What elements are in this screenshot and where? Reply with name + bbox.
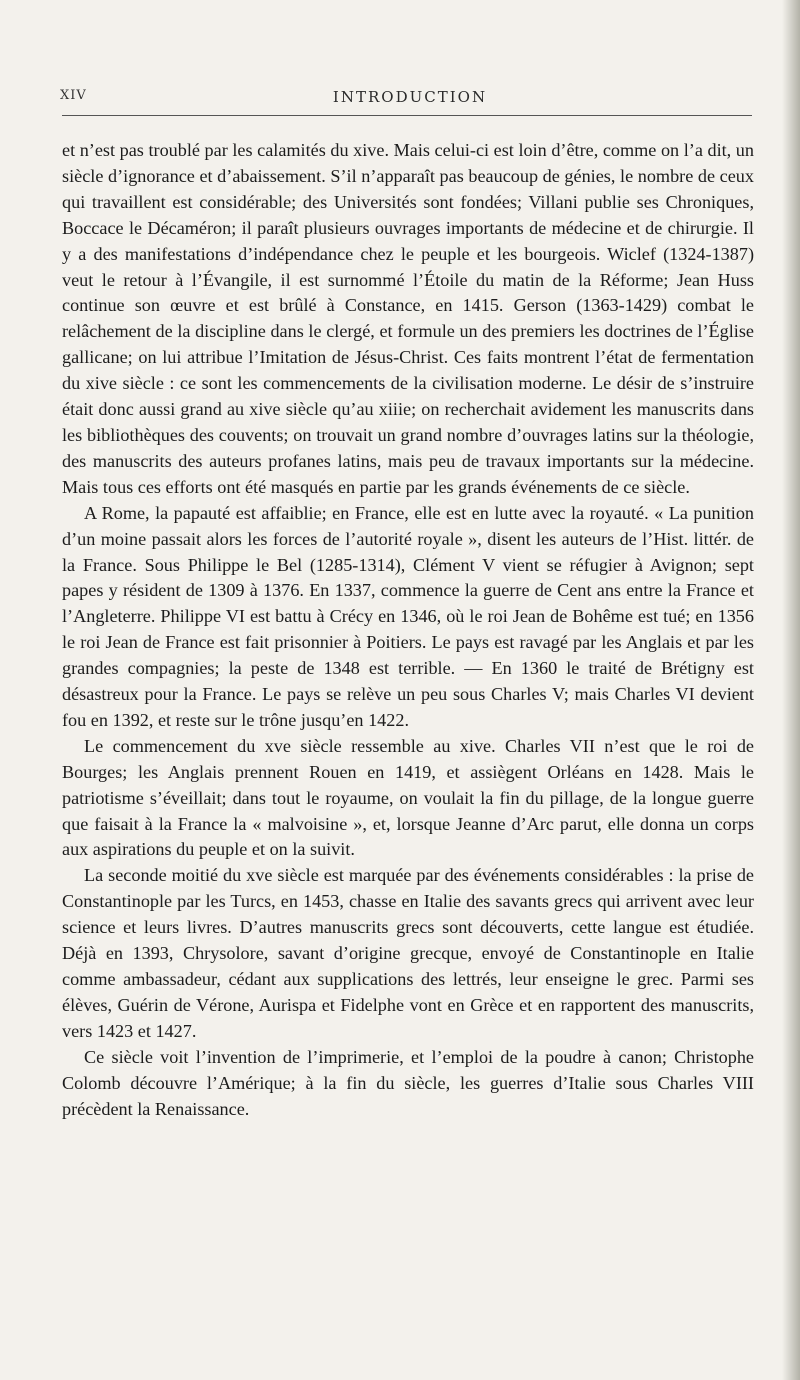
- paragraph-1: et n’est pas troublé par les calamités du xive. Mais celui-ci est loin d’être, comme on l’a dit, un siècle d’ignorance et d’abaissement. S’il n’apparaît pas beaucoup de génies, le nombre de ceux qui travaillent est considérable; des Universités sont fondées; Villani publie ses Chroniques, Boccace le Décaméron; il paraît plusieurs ouvrages importants de médecine et de chirurgie. Il y a des manifestations d’indépendance chez le peuple et les bourgeois. Wiclef (1324-1387) veut le retour à l’Évangile, il est surnommé l’Étoile du matin de la Réforme; Jean Huss continue son œuvre et est brûlé à Constance, en 1415. Gerson (1363-1429) combat le relâchement de la discipline dans le clergé, et formule un des premiers les doctrines de l’Église gallicane; on lui attribue l’Imitation de Jésus-Christ. Ces faits montrent l’état de fermentation du xive siècle : ce sont les commencements de la civilisation moderne. Le désir de s’instruire était donc aussi grand au xive siècle qu’au xiiie; on recherchait avidement les manuscrits dans les bibliothèques des couvents; on trouvait un grand nombre d’ouvrages latins sur la théologie, des manuscrits des auteurs profanes latins, mais peu de travaux importants sur la médecine. Mais tous ces efforts ont été masqués en partie par les grands événements de ce siècle.: [62, 140, 754, 497]
- page-number: XIV: [60, 88, 87, 103]
- header-rule: [62, 115, 752, 116]
- page-edge-shadow: [782, 0, 800, 1380]
- running-head: INTRODUCTION: [332, 88, 488, 106]
- page-header: [60, 88, 760, 112]
- paragraph-4: La seconde moitié du xve siècle est marquée par des événements considérables : la prise de Constantinople par les Turcs, en 1453, chasse en Italie des savants grecs qui arrivent avec leur science et leurs livres. D’autres manuscrits grecs sont découverts, cette langue est étudiée. Déjà en 1393, Chrysolore, savant d’origine grecque, envoyé de Constantinople en Italie comme ambassadeur, cédant aux supplications des lettrés, leur enseigne le grec. Parmi ses élèves, Guérin de Vérone, Aurispa et Fidelphe vont en Grèce et en rapportent des manuscrits, vers 1423 et 1427.: [62, 865, 754, 1041]
- paragraph-2: A Rome, la papauté est affaiblie; en France, elle est en lutte avec la royauté. « La punition d’un moine passait alors les forces de l’autorité royale », disent les auteurs de l’Hist. littér. de la France. Sous Philippe le Bel (1285-1314), Clément V vient se réfugier à Avignon; sept papes y résident de 1309 à 1376. En 1337, commence la guerre de Cent ans entre la France et l’Angleterre. Philippe VI est battu à Crécy en 1346, où le roi Jean de Bohême est tué; en 1356 le roi Jean de France est fait prisonnier à Poitiers. Le pays est ravagé par les Anglais et par les grandes compagnies; la peste de 1348 est terrible. — En 1360 le traité de Brétigny est désastreux pour la France. Le pays se relève un peu sous Charles V; mais Charles VI devient fou en 1392, et reste sur le trône jusqu’en 1422.: [62, 502, 754, 730]
- body-text: [62, 138, 754, 1122]
- paragraph-5: Ce siècle voit l’invention de l’imprimerie, et l’emploi de la poudre à canon; Christophe Colomb découvre l’Amérique; à la fin du siècle, les guerres d’Italie sous Charles VIII précèdent la Renaissance.: [62, 1046, 754, 1119]
- paragraph-3: Le commencement du xve siècle ressemble au xive. Charles VII n’est que le roi de Bourges; les Anglais prennent Rouen en 1419, et assiègent Orléans en 1428. Mais le patriotisme s’éveillait; dans tout le royaume, on voulait la fin du pillage, de la longue guerre que faisait à la France la « malvoisine », et, lorsque Jeanne d’Arc parut, elle donna un corps aux aspirations du peuple et on la suivit.: [62, 735, 754, 860]
